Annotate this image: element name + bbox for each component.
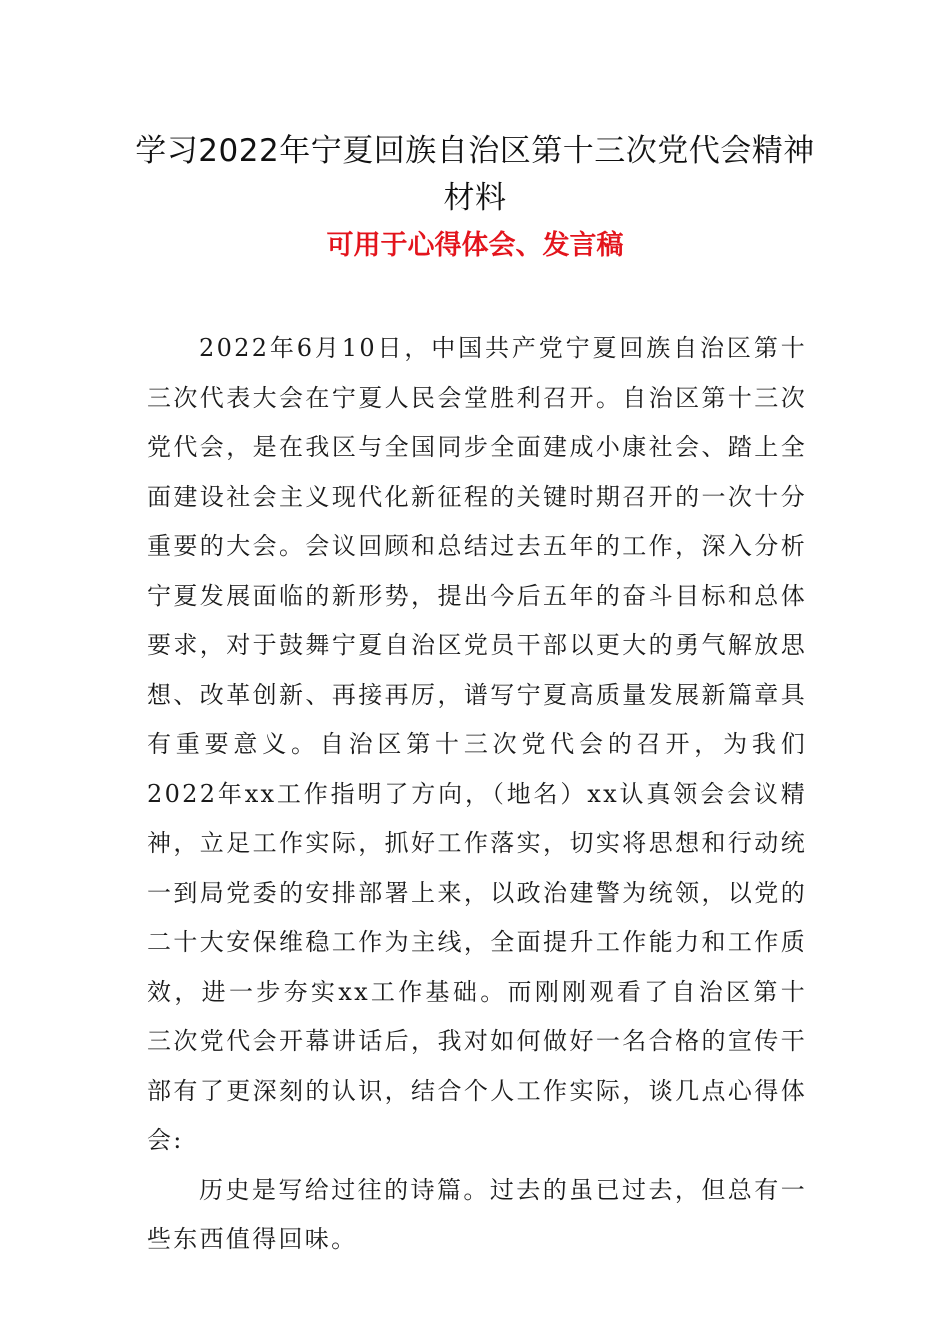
body-paragraph: 历史是写给过往的诗篇。过去的虽已过去，但总有一些东西值得回味。 [147, 1175, 807, 1253]
document-body [147, 324, 807, 1265]
document-title: 学习2022年宁夏回族自治区第十三次党代会精神材料 [135, 133, 815, 216]
body-paragraph: 2022年6月10日，中国共产党宁夏回族自治区第十三次代表大会在宁夏人民会堂胜利召开。自治区第十三次党代会，是在我区与全国同步全面建成小康社会、踏上全面建设社会主义现代化新征程的关键时期召开的一次十分重要的大会。会议回顾和总结过去五年的工作，深入分析宁夏发展面临的新形势，提出今后五年的奋斗目标和总体要求，对于鼓舞宁夏自治区党员干部以更大的勇气解放思想、改革创新、再接再厉，谱写宁夏高质量发展新篇章具有重要意义。自治区第十三次党代会的召开，为我们2022年xx工作指明了方向，（地名）xx认真领会会议精神，立足工作实际，抓好工作落实，切实将思想和行动统一到局党委的安排部署上来，以政治建警为统领，以党的二十大安保维稳工作为主线，全面提升工作能力和工作质效，进一步夯实xx工作基础。而刚刚观看了自治区第十三次党代会开幕讲话后，我对如何做好一名合格的宣传干部有了更深刻的认识，结合个人工作实际，谈几点心得体会: [147, 334, 807, 1154]
document-subtitle: 可用于心得体会、发言稿 [326, 230, 624, 261]
